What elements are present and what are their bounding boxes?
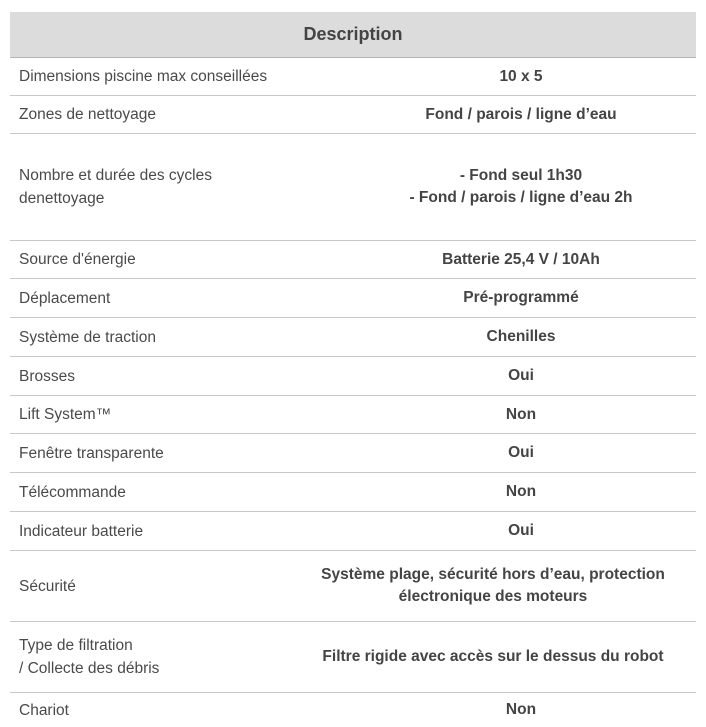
row-label: Déplacement <box>19 289 111 307</box>
row-label: Zones de nettoyage <box>19 106 157 123</box>
table-row <box>10 473 696 512</box>
row-value: Pré-programmé <box>463 289 579 306</box>
row-value: Oui <box>508 522 534 539</box>
table-header <box>10 12 696 58</box>
spec-table <box>10 12 696 727</box>
row-label: Fenêtre transparente <box>19 444 164 462</box>
row-label: Système de traction <box>19 328 156 346</box>
table-row <box>10 241 696 279</box>
row-value: Non <box>505 483 537 500</box>
table-row <box>10 134 696 241</box>
row-value: Batterie 25,4 V / 10Ah <box>442 250 600 268</box>
row-value: Oui <box>508 444 534 461</box>
row-label: Source d'énergie <box>19 251 136 268</box>
table-row <box>10 693 696 727</box>
table-header-title: Description <box>303 24 403 44</box>
table-row <box>10 551 696 622</box>
row-label: Indicateur batterie <box>19 522 144 540</box>
table-row <box>10 96 696 134</box>
row-value: Chenilles <box>486 328 556 345</box>
row-value: - Fond seul 1h30 - Fond / parois / ligne d’eau 2h <box>409 167 633 206</box>
table-row <box>10 58 696 96</box>
row-value: Filtre rigide avec accès sur le dessus du robot <box>322 648 664 665</box>
row-value: Fond / parois / ligne d’eau <box>425 105 617 123</box>
row-label: Nombre et durée des cycles denettoyage <box>19 167 212 207</box>
table-row <box>10 622 696 693</box>
table-row <box>10 357 696 396</box>
row-value: Non <box>505 405 537 423</box>
row-label: Chariot <box>19 701 69 719</box>
row-value: 10 x 5 <box>499 67 543 85</box>
table-row <box>10 396 696 434</box>
row-label: Brosses <box>19 367 75 385</box>
table-row <box>10 318 696 357</box>
row-value: Système plage, sécurité hors d’eau, protection électronique des moteurs <box>321 566 665 605</box>
table-row <box>10 512 696 551</box>
row-label: Télécommande <box>19 483 126 501</box>
row-value: Non <box>505 701 537 718</box>
row-label: Lift System™ <box>19 406 112 423</box>
row-value: Oui <box>508 367 534 384</box>
table-row <box>10 434 696 473</box>
row-label: Sécurité <box>19 577 76 595</box>
row-label: Type de filtration / Collecte des débris <box>19 637 160 677</box>
table-row <box>10 279 696 318</box>
row-label: Dimensions piscine max conseillées <box>19 68 268 85</box>
